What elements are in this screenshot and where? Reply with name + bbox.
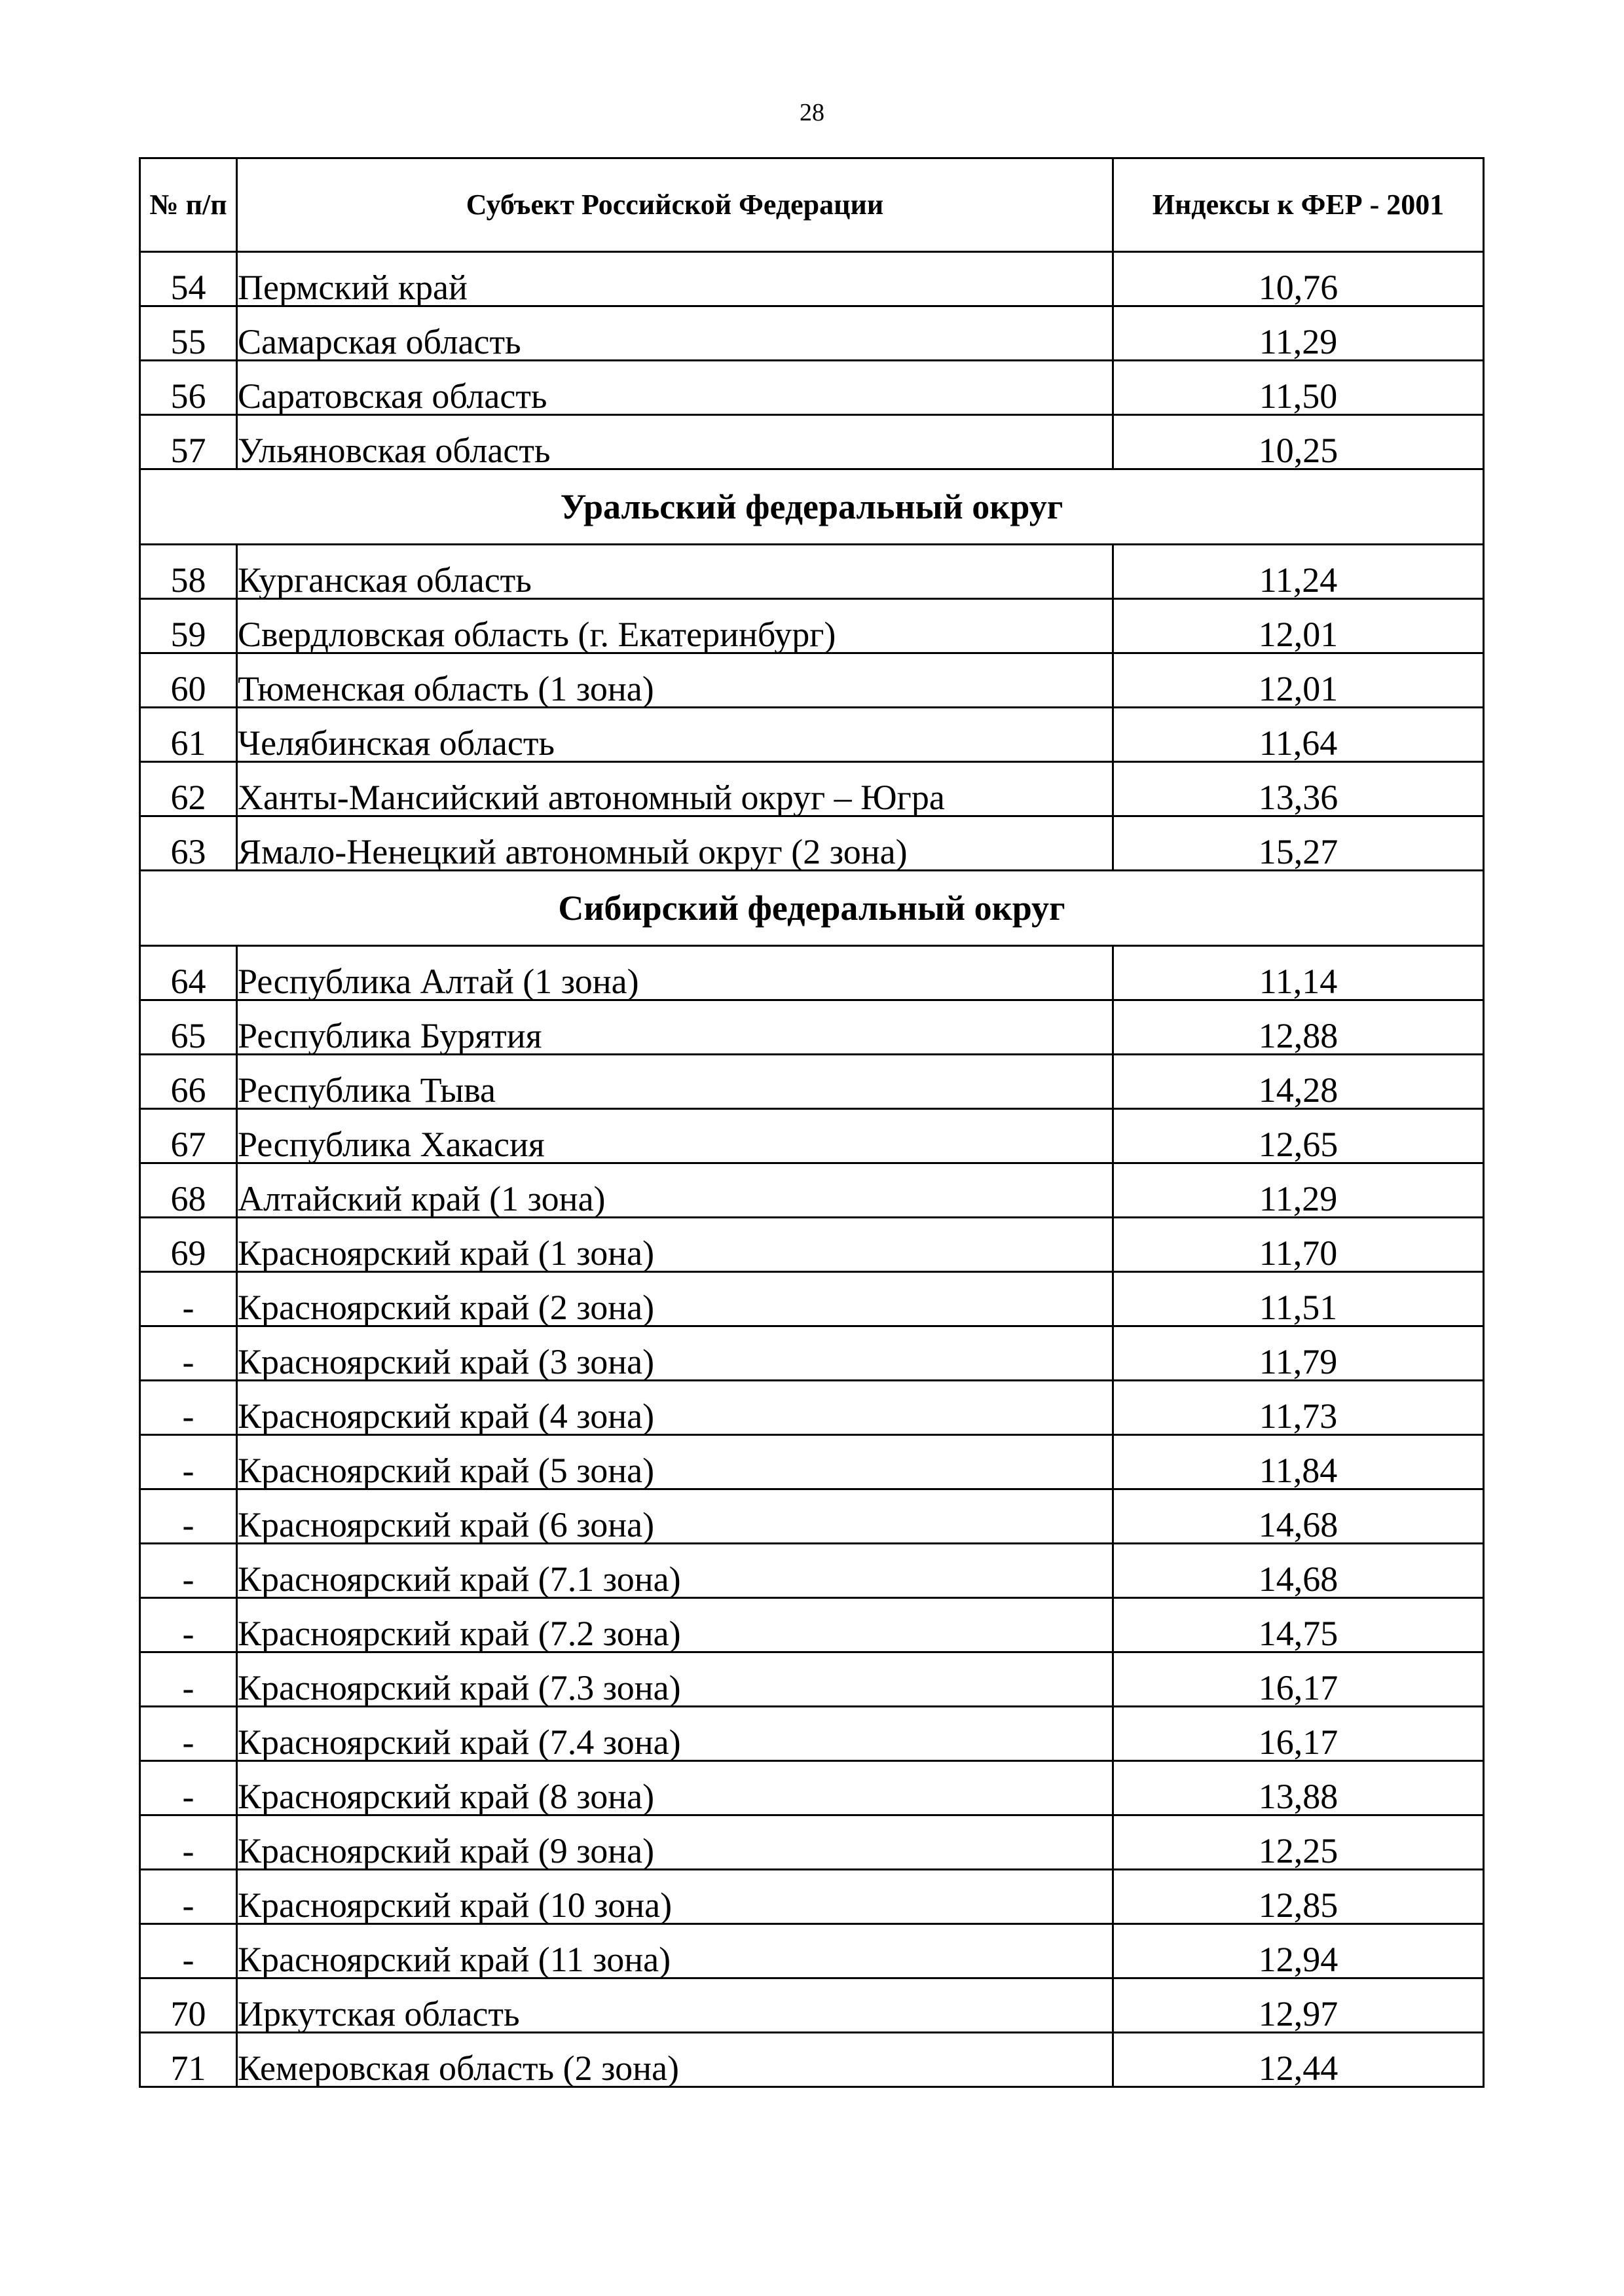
table-row [140, 1163, 1484, 1218]
row-subject: Республика Алтай (1 зона) [237, 946, 1113, 1000]
row-subject: Красноярский край (1 зона) [237, 1218, 1113, 1272]
row-subject: Красноярский край (7.3 зона) [237, 1652, 1113, 1707]
row-subject: Красноярский край (2 зона) [237, 1272, 1113, 1326]
row-number: 70 [140, 1978, 237, 2033]
row-subject: Красноярский край (7.2 зона) [237, 1598, 1113, 1652]
row-index-value: 11,84 [1113, 1435, 1484, 1489]
row-index-value: 11,79 [1113, 1326, 1484, 1381]
row-index-value: 12,97 [1113, 1978, 1484, 2033]
row-number: 68 [140, 1163, 237, 1218]
row-subject: Красноярский край (3 зона) [237, 1326, 1113, 1381]
row-number: - [140, 1924, 237, 1978]
row-index-value: 10,25 [1113, 415, 1484, 469]
table-row [140, 1978, 1484, 2033]
row-index-value: 12,94 [1113, 1924, 1484, 1978]
row-number: - [140, 1489, 237, 1544]
table-row [140, 1055, 1484, 1109]
row-index-value: 11,50 [1113, 361, 1484, 415]
row-index-value: 11,64 [1113, 708, 1484, 762]
table-row [140, 816, 1484, 871]
row-index-value: 13,36 [1113, 762, 1484, 816]
row-subject: Ямало-Ненецкий автономный округ (2 зона) [237, 816, 1113, 871]
row-subject: Красноярский край (4 зона) [237, 1381, 1113, 1435]
row-subject: Иркутская область [237, 1978, 1113, 2033]
row-index-value: 14,68 [1113, 1544, 1484, 1598]
row-number: 60 [140, 653, 237, 708]
table-row [140, 1761, 1484, 1815]
row-number: - [140, 1870, 237, 1924]
row-number: - [140, 1598, 237, 1652]
row-subject: Красноярский край (7.4 зона) [237, 1707, 1113, 1761]
row-number: 57 [140, 415, 237, 469]
table-row [140, 306, 1484, 361]
row-number: - [140, 1761, 237, 1815]
table-row [140, 1652, 1484, 1707]
row-subject: Кемеровская область (2 зона) [237, 2033, 1113, 2087]
row-subject: Красноярский край (11 зона) [237, 1924, 1113, 1978]
row-subject: Красноярский край (6 зона) [237, 1489, 1113, 1544]
row-number: 59 [140, 599, 237, 653]
table-row [140, 1815, 1484, 1870]
header-num: № п/п [140, 158, 237, 252]
table-row [140, 946, 1484, 1000]
row-subject: Республика Хакасия [237, 1109, 1113, 1163]
row-subject: Ханты-Мансийский автономный округ – Югра [237, 762, 1113, 816]
table-row [140, 2033, 1484, 2087]
row-index-value: 11,14 [1113, 946, 1484, 1000]
table-row [140, 1924, 1484, 1978]
row-index-value: 12,44 [1113, 2033, 1484, 2087]
row-number: - [140, 1435, 237, 1489]
table-row [140, 762, 1484, 816]
row-number: 56 [140, 361, 237, 415]
table-row [140, 1109, 1484, 1163]
row-index-value: 12,01 [1113, 653, 1484, 708]
row-index-value: 11,29 [1113, 306, 1484, 361]
row-subject: Тюменская область (1 зона) [237, 653, 1113, 708]
table-row [140, 1000, 1484, 1055]
row-subject: Республика Бурятия [237, 1000, 1113, 1055]
table-row [140, 1544, 1484, 1598]
row-index-value: 11,51 [1113, 1272, 1484, 1326]
row-subject: Красноярский край (10 зона) [237, 1870, 1113, 1924]
table-header-row [140, 158, 1484, 252]
row-index-value: 13,88 [1113, 1761, 1484, 1815]
row-number: 66 [140, 1055, 237, 1109]
row-number: 65 [140, 1000, 237, 1055]
row-index-value: 14,75 [1113, 1598, 1484, 1652]
table-row [140, 599, 1484, 653]
row-subject: Республика Тыва [237, 1055, 1113, 1109]
row-index-value: 12,85 [1113, 1870, 1484, 1924]
row-index-value: 11,70 [1113, 1218, 1484, 1272]
table-row [140, 653, 1484, 708]
row-index-value: 16,17 [1113, 1707, 1484, 1761]
table-row [140, 252, 1484, 306]
row-number: - [140, 1815, 237, 1870]
header-subject: Субъект Российской Федерации [237, 158, 1113, 252]
table-row [140, 415, 1484, 469]
row-subject: Ульяновская область [237, 415, 1113, 469]
row-index-value: 10,76 [1113, 252, 1484, 306]
row-index-value: 16,17 [1113, 1652, 1484, 1707]
section-siberian-district [140, 871, 1484, 946]
table-row [140, 1218, 1484, 1272]
row-subject: Свердловская область (г. Екатеринбург) [237, 599, 1113, 653]
table-row [140, 545, 1484, 599]
row-subject: Самарская область [237, 306, 1113, 361]
row-index-value: 12,88 [1113, 1000, 1484, 1055]
row-number: - [140, 1707, 237, 1761]
table-row [140, 1381, 1484, 1435]
table-row [140, 1707, 1484, 1761]
row-subject: Красноярский край (8 зона) [237, 1761, 1113, 1815]
table-row [140, 1598, 1484, 1652]
page-number: 28 [800, 99, 824, 126]
row-index-value: 12,01 [1113, 599, 1484, 653]
header-index: Индексы к ФЕР - 2001 [1113, 158, 1484, 252]
table-row [140, 1272, 1484, 1326]
section-siberian-district-title: Сибирский федеральный округ [140, 871, 1484, 946]
row-index-value: 12,25 [1113, 1815, 1484, 1870]
table-row [140, 1870, 1484, 1924]
row-index-value: 14,68 [1113, 1489, 1484, 1544]
row-number: 69 [140, 1218, 237, 1272]
row-number: 54 [140, 252, 237, 306]
row-index-value: 14,28 [1113, 1055, 1484, 1109]
row-number: 67 [140, 1109, 237, 1163]
row-subject: Курганская область [237, 545, 1113, 599]
row-subject: Красноярский край (7.1 зона) [237, 1544, 1113, 1598]
row-number: - [140, 1326, 237, 1381]
table-row [140, 1326, 1484, 1381]
row-number: 61 [140, 708, 237, 762]
row-number: - [140, 1272, 237, 1326]
row-subject: Челябинская область [237, 708, 1113, 762]
row-index-value: 11,24 [1113, 545, 1484, 599]
table-body [140, 252, 1484, 2087]
table-row [140, 1489, 1484, 1544]
row-number: 62 [140, 762, 237, 816]
row-number: - [140, 1652, 237, 1707]
index-table [139, 157, 1485, 2088]
row-number: 64 [140, 946, 237, 1000]
row-number: - [140, 1381, 237, 1435]
row-subject: Красноярский край (9 зона) [237, 1815, 1113, 1870]
section-ural-district [140, 469, 1484, 545]
row-index-value: 11,29 [1113, 1163, 1484, 1218]
row-index-value: 11,73 [1113, 1381, 1484, 1435]
table-row [140, 708, 1484, 762]
row-number: - [140, 1544, 237, 1598]
row-number: 55 [140, 306, 237, 361]
row-subject: Красноярский край (5 зона) [237, 1435, 1113, 1489]
section-ural-district-title: Уральский федеральный округ [140, 469, 1484, 545]
row-subject: Алтайский край (1 зона) [237, 1163, 1113, 1218]
table-row [140, 1435, 1484, 1489]
row-number: 58 [140, 545, 237, 599]
table-row [140, 361, 1484, 415]
row-index-value: 12,65 [1113, 1109, 1484, 1163]
row-number: 63 [140, 816, 237, 871]
row-number: 71 [140, 2033, 237, 2087]
row-subject: Саратовская область [237, 361, 1113, 415]
row-index-value: 15,27 [1113, 816, 1484, 871]
row-subject: Пермский край [237, 252, 1113, 306]
